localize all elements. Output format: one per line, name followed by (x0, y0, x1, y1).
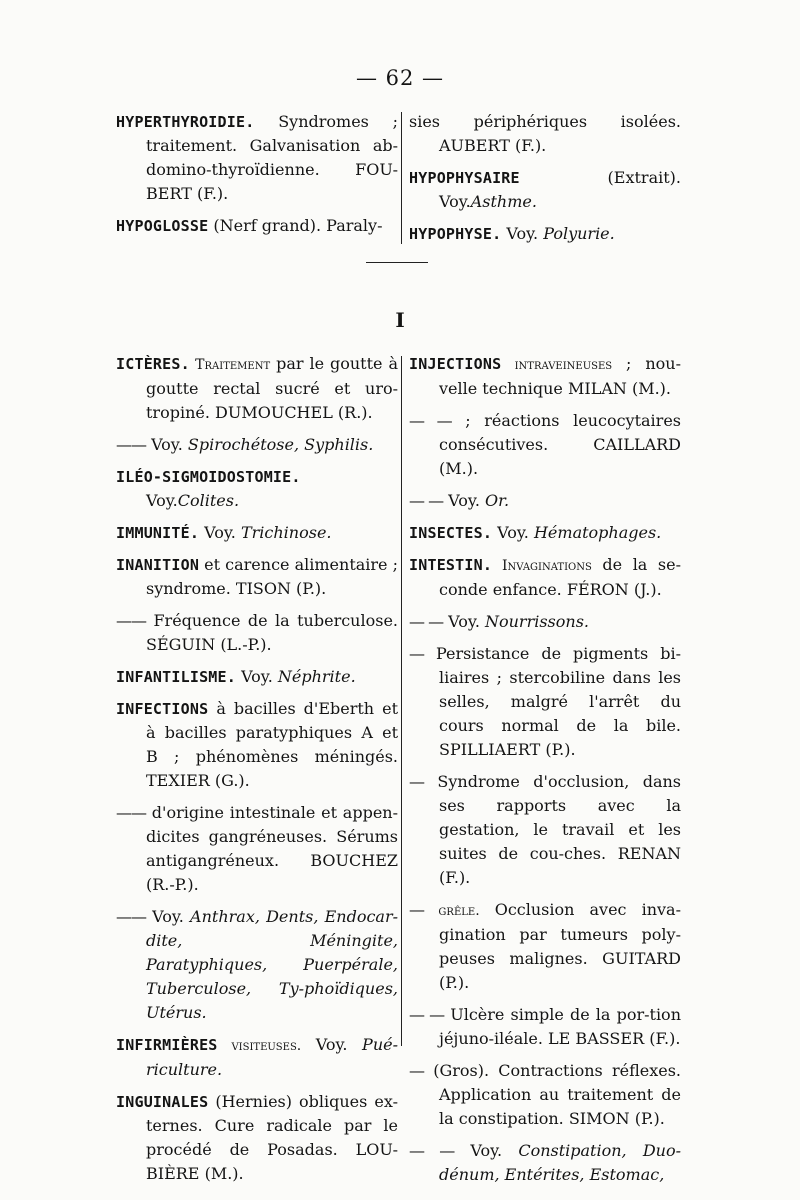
index-entry (409, 642, 681, 762)
top-left-column (116, 110, 398, 246)
entry-text: Voy. (146, 907, 191, 926)
entry-dash: — (409, 900, 424, 919)
entry-text: Voy. (199, 523, 241, 542)
entry-reference: Spirochétose, Syphilis. (187, 435, 374, 454)
entry-text: Syndrome d'occlusion, dans ses rapports avec la gestation, le travail et les suites de cou-ches. RENAN (F.). (424, 772, 681, 887)
entry-text: de la se-conde enfance. FÉRON (J.). (439, 555, 681, 599)
index-entry (409, 898, 681, 995)
entry-text: ; réactions leucocytaires consécutives. CAILLARD (M.). (439, 411, 682, 478)
entry-text: Fréquence de la tuberculose. SÉGUIN (L.-P.). (146, 611, 398, 654)
index-entry (116, 1033, 398, 1082)
index-entry (409, 489, 681, 513)
top-right-column (409, 110, 681, 254)
main-index-block (0, 352, 800, 1184)
entry-text: Ulcère simple de la por-tion jéjuno-iléale. LE BASSER (F.). (439, 1005, 681, 1048)
entry-text: ; nou-velle technique MILAN (M.). (439, 354, 681, 398)
index-entry (409, 553, 681, 602)
entry-heading: INJECTIONS (409, 355, 502, 373)
index-entry (409, 222, 681, 246)
entry-heading: INFECTIONS (116, 700, 209, 718)
index-entry (116, 905, 398, 1025)
index-entry (409, 409, 681, 481)
index-entry (116, 465, 398, 513)
index-entry (409, 166, 681, 214)
entry-reference: Or. (484, 491, 510, 510)
entry-heading: INGUINALES (116, 1093, 209, 1111)
entry-heading: HYPOGLOSSE (116, 217, 209, 235)
entry-dash: — — (409, 411, 452, 430)
entry-reference: Asthme. (470, 192, 537, 211)
entry-subheading: Traitement (189, 357, 271, 373)
entry-reference: Hématophages. (533, 523, 662, 542)
entry-reference: Pué-riculture. (146, 1035, 398, 1079)
column-divider (401, 112, 402, 244)
entry-reference: Anthrax, Dents, Endocar-dite, Méningite, Paratyphiques, Puerpérale, Tuberculose, Ty-phoïdiques, Utérus. (146, 907, 398, 1022)
entry-heading: HYPOPHYSAIRE (409, 169, 520, 187)
top-index-block (0, 110, 800, 250)
right-column (409, 352, 681, 1195)
index-entry (409, 610, 681, 634)
entry-subheading: Invaginations (492, 558, 592, 574)
entry-subheading: visiteuses. (217, 1038, 302, 1054)
index-entry (409, 352, 681, 401)
entry-heading: INANITION (116, 556, 200, 574)
index-entry (116, 110, 398, 206)
entry-text: et carence alimentaire ; syndrome. TISON (P.). (146, 555, 398, 598)
entry-heading: INFIRMIÈRES (116, 1036, 218, 1054)
index-entry (116, 1090, 398, 1186)
index-entry (116, 697, 398, 793)
entry-text: sies périphériques isolées. AUBERT (F.). (409, 112, 681, 155)
entry-heading: INTESTIN. (409, 556, 493, 574)
entry-text: (Extrait). Voy. (439, 168, 681, 211)
entry-dash: — — (409, 612, 444, 631)
entry-text: Voy. (443, 491, 485, 510)
entry-text: Syndromes ; traitement. Galvanisation ab-domino-thyroïdienne. FOU-BERT (F.). (146, 112, 398, 203)
entry-text: à bacilles d'Eberth et à bacilles paratyphiques A et B ; phénomènes méningés. TEXIER (G.). (146, 699, 398, 790)
entry-text: (Gros). Contractions réflexes. Application au traitement de la constipation. SIMON (P.). (424, 1061, 681, 1128)
entry-text: Voy. (501, 224, 544, 243)
entry-dash: —— (116, 907, 146, 926)
entry-dash: — — (409, 491, 444, 510)
entry-reference: Polyurie. (543, 224, 615, 243)
index-entry (116, 609, 398, 657)
entry-text: Voy. (236, 667, 278, 686)
index-entry (116, 214, 398, 238)
entry-reference: Colites. (177, 491, 240, 510)
entry-reference: Nourrissons. (484, 612, 589, 631)
entry-text: (Hernies) obliques ex-ternes. Cure radicale par le procédé de Posadas. LOU-BIÈRE (M.). (146, 1092, 398, 1183)
entry-subheading: grêle. (424, 903, 480, 919)
entry-text: par le goutte à goutte rectal sucré et uro-tropiné. DUMOUCHEL (R.). (146, 354, 398, 422)
entry-heading: INSECTES. (409, 524, 493, 542)
left-column (116, 352, 398, 1194)
entry-text: Voy. (492, 523, 534, 542)
entry-heading: IMMUNITÉ. (116, 524, 200, 542)
entry-text: Voy. (443, 612, 485, 631)
entry-heading: HYPOPHYSE. (409, 225, 502, 243)
index-entry (409, 110, 681, 158)
entry-reference: Trichinose. (240, 523, 332, 542)
entry-reference: Néphrite. (277, 667, 356, 686)
entry-heading: ILÉO-SIGMOIDOSTOMIE. (116, 468, 301, 486)
entry-text: Voy. (301, 1035, 363, 1054)
index-entry (116, 352, 398, 425)
entry-dash: — — (409, 1005, 445, 1024)
entry-text: Occlusion avec inva-gination par tumeurs poly-peuses malignes. GUITARD (P.). (439, 900, 681, 992)
page-number: — 62 — (355, 66, 445, 90)
entry-dash: — (409, 1061, 424, 1080)
index-entry (409, 1059, 681, 1131)
entry-dash: — (409, 644, 424, 663)
entry-dash: —— (116, 803, 146, 822)
index-entry (409, 521, 681, 545)
column-divider (401, 356, 402, 1046)
entry-text: Voy. (146, 491, 178, 510)
entry-text: Voy. (146, 435, 188, 454)
index-entry (116, 553, 398, 601)
entry-dash: — (409, 772, 424, 791)
entry-text: Persistance de pigments bi-liaires ; stercobiline dans les selles, malgré l'arrêt du cours normal de la bile. SPILLIAERT (P.). (424, 644, 681, 759)
index-entry (116, 521, 398, 545)
section-rule (366, 262, 428, 263)
entry-dash: — — (409, 1141, 455, 1160)
entry-heading: HYPERTHYROIDIE. (116, 113, 255, 131)
entry-text: d'origine intestinale et appen-dicites gangréneuses. Sérums antigangréneux. BOUCHEZ (R.-P.). (146, 803, 398, 894)
entry-text: Voy. (454, 1141, 519, 1160)
entry-heading: ICTÈRES. (116, 355, 190, 373)
entry-reference: Constipation, Duo-dénum, Entérites, Estomac, (439, 1141, 681, 1184)
entry-heading: INFANTILISME. (116, 668, 236, 686)
index-entry (409, 1003, 681, 1051)
index-entry (116, 433, 398, 457)
index-entry (116, 801, 398, 897)
entry-text: (Nerf grand). Paraly- (208, 216, 383, 235)
index-entry (409, 770, 681, 890)
entry-subheading: intraveineuses (501, 357, 613, 373)
section-letter: I (395, 308, 405, 332)
index-entry (409, 1139, 681, 1187)
entry-dash: —— (116, 435, 146, 454)
index-entry (116, 665, 398, 689)
entry-dash: —— (116, 611, 146, 630)
